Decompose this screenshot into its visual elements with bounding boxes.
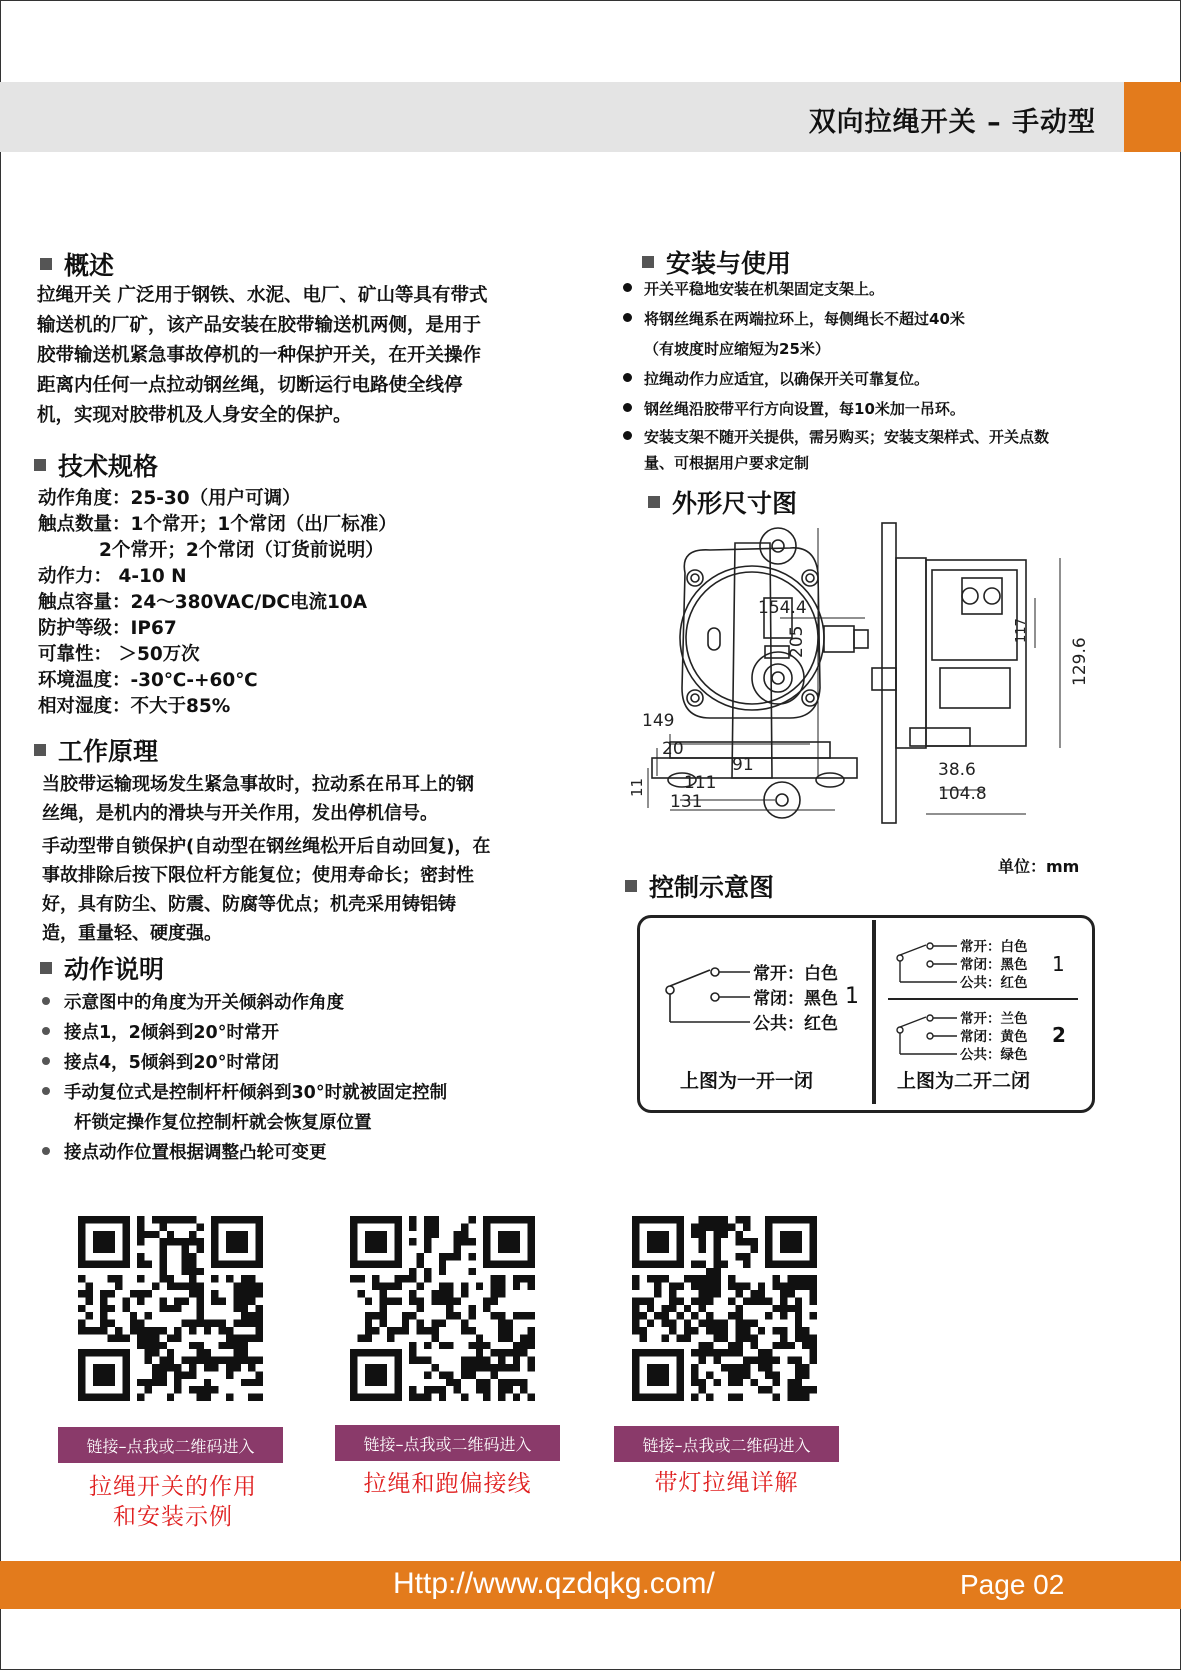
principle-text: 当胶带运输现场发生紧急事故时，拉动系在吊耳上的钢 丝绳，是机内的滑块与开关作用，发出停机信号。 手动型带自锁保护(自动型在钢丝绳松开后自动回复)，在 事故排除后按下限位杆方能复位；使用寿命长；密封性 好，具有防尘、防震、防腐等优点；机壳采用铸铝铸 造，重量轻、硬度强。 xyxy=(42,774,491,944)
dim-label: 91 xyxy=(732,755,754,775)
dim-label: 11 xyxy=(628,777,646,797)
specs-list: 动作角度：25-30（用户可调） 触点数量：1个常开；1个常闭（出厂标准） 2个常开；2个常闭（订货前说明） 动作力： 4-10 N 触点容量：24～380VAC/DC电流10A 防护等级：IP67 可靠性： ＞50万次 环境温度：-30℃-+60℃ 相对湿度：不大于85% xyxy=(38,488,397,717)
right-wire-colors-2: 常开：兰色 常闭：黄色 公共：绿色 xyxy=(960,1011,1028,1063)
list-item: （有坡度时应缩短为25米） xyxy=(644,340,830,358)
dim-label: 104.8 xyxy=(938,784,987,804)
dim-label: 111 xyxy=(684,773,717,793)
unit-label: 单位：mm xyxy=(998,857,1080,876)
action-heading: 动作说明 xyxy=(40,950,164,986)
footer-bar xyxy=(0,1561,1181,1609)
square-bullet-icon xyxy=(642,256,654,268)
link-button[interactable]: 链接–点我或二维码进入 xyxy=(335,1425,560,1461)
qr-code-icon[interactable] xyxy=(632,1216,817,1401)
dim-label: 38.6 xyxy=(938,760,976,780)
overview-text: 拉绳开关 广泛用于钢铁、水泥、电厂、矿山等具有带式 输送机的厂矿，该产品安装在胶带输送机两侧，是用于 胶带输送机紧急事故停机的一种保护开关，在开关操作 距离内任何一点拉动钢丝绳，切断运行电路使全线停 机，实现对胶带机及人身安全的保护。 xyxy=(37,285,488,426)
list-item: 杆锁定操作复位控制杆就会恢复原位置 xyxy=(74,1113,372,1133)
right-caption: 上图为二开二闭 xyxy=(897,1070,1031,1092)
bullet-icon xyxy=(623,431,632,440)
contact-symbol-icon xyxy=(660,960,750,1040)
dim-label: 149 xyxy=(642,711,675,731)
list-item: 拉绳动作力应适宜，以确保开关可靠复位。 xyxy=(623,364,1049,394)
square-bullet-icon xyxy=(648,496,660,508)
qr-code-icon[interactable] xyxy=(350,1216,535,1401)
divider xyxy=(872,920,876,1104)
square-bullet-icon xyxy=(40,962,52,974)
square-bullet-icon xyxy=(40,258,52,270)
principle-heading: 工作原理 xyxy=(34,732,158,768)
link-caption[interactable]: 带灯拉绳详解 xyxy=(654,1470,799,1496)
link-caption[interactable]: 拉绳和跑偏接线 xyxy=(363,1471,532,1497)
bullet-icon xyxy=(623,313,632,322)
divider xyxy=(888,998,1078,1000)
install-list xyxy=(623,274,1049,476)
specs-heading: 技术规格 xyxy=(34,447,158,483)
list-item: 将钢丝绳系在两端拉环上，每侧绳长不超过40米 xyxy=(623,304,1049,334)
bullet-icon xyxy=(42,997,50,1005)
list-item: 接点4，5倾斜到20°时常闭 xyxy=(42,1048,447,1078)
action-list xyxy=(42,988,447,1168)
list-item: 钢丝绳沿胶带平行方向设置，每10米加一吊环。 xyxy=(623,394,1049,424)
list-item: 量、可根据用户要求定制 xyxy=(644,454,810,472)
left-caption: 上图为一开一闭 xyxy=(680,1070,814,1092)
right-wire-colors-1: 常开：白色 常闭：黑色 公共：红色 xyxy=(960,939,1028,991)
qr-code-icon[interactable] xyxy=(78,1216,263,1401)
header-accent xyxy=(1124,82,1181,152)
link-button[interactable]: 链接–点我或二维码进入 xyxy=(614,1426,839,1462)
bullet-icon xyxy=(623,373,632,382)
lever-top-eye xyxy=(760,528,796,564)
square-bullet-icon xyxy=(34,744,46,756)
list-item: 开关平稳地安装在机架固定支架上。 xyxy=(623,274,1049,304)
bullet-icon xyxy=(42,1087,50,1095)
contact-symbol-icon xyxy=(892,1008,957,1068)
bullet-icon xyxy=(42,1147,50,1155)
dim-label: 129.6 xyxy=(1070,637,1090,686)
square-bullet-icon xyxy=(625,880,637,892)
bullet-icon xyxy=(42,1027,50,1035)
control-heading: 控制示意图 xyxy=(625,868,774,904)
right-contact-number-1: 1 xyxy=(1052,952,1065,976)
dimensions-heading: 外形尺寸图 xyxy=(648,484,797,520)
dimension-drawing xyxy=(628,518,1110,828)
square-bullet-icon xyxy=(34,459,46,471)
list-item: 接点动作位置根据调整凸轮可变更 xyxy=(42,1138,447,1168)
right-contact-number-2: 2 xyxy=(1052,1023,1066,1047)
bullet-icon xyxy=(623,283,632,292)
link-caption[interactable]: 拉绳开关的作用 和安装示例 xyxy=(89,1474,257,1530)
footer-url[interactable]: Http://www.qzdqkg.com/ xyxy=(393,1567,715,1600)
page-number: Page 02 xyxy=(960,1569,1065,1600)
dim-label: 131 xyxy=(670,792,703,812)
contact-symbol-icon xyxy=(892,936,957,996)
link-button[interactable]: 链接–点我或二维码进入 xyxy=(58,1427,283,1463)
dim-label: 117 xyxy=(1014,618,1029,643)
list-item: 手动复位式是控制杆杆倾斜到30°时就被固定控制 xyxy=(42,1078,447,1108)
page-title: 双向拉绳开关 – 手动型 xyxy=(808,107,1096,138)
dim-label: 20 xyxy=(662,739,684,759)
bullet-icon xyxy=(623,403,632,412)
dim-label: 205 xyxy=(787,625,807,658)
list-item: 安装支架不随开关提供，需另购买；安装支架样式、开关点数 xyxy=(623,424,1049,450)
control-diagram xyxy=(637,915,1095,1113)
left-wire-colors: 常开：白色 常闭：黑色 公共：红色 xyxy=(753,964,838,1034)
list-item: 示意图中的角度为开关倾斜动作角度 xyxy=(42,988,447,1018)
install-heading: 安装与使用 xyxy=(642,244,791,280)
bullet-icon xyxy=(42,1057,50,1065)
left-contact-number: 1 xyxy=(845,984,859,1009)
overview-heading: 概述 xyxy=(40,246,114,282)
list-item: 接点1，2倾斜到20°时常开 xyxy=(42,1018,447,1048)
header-bar xyxy=(0,82,1124,152)
dim-label: 154.4 xyxy=(758,598,807,618)
